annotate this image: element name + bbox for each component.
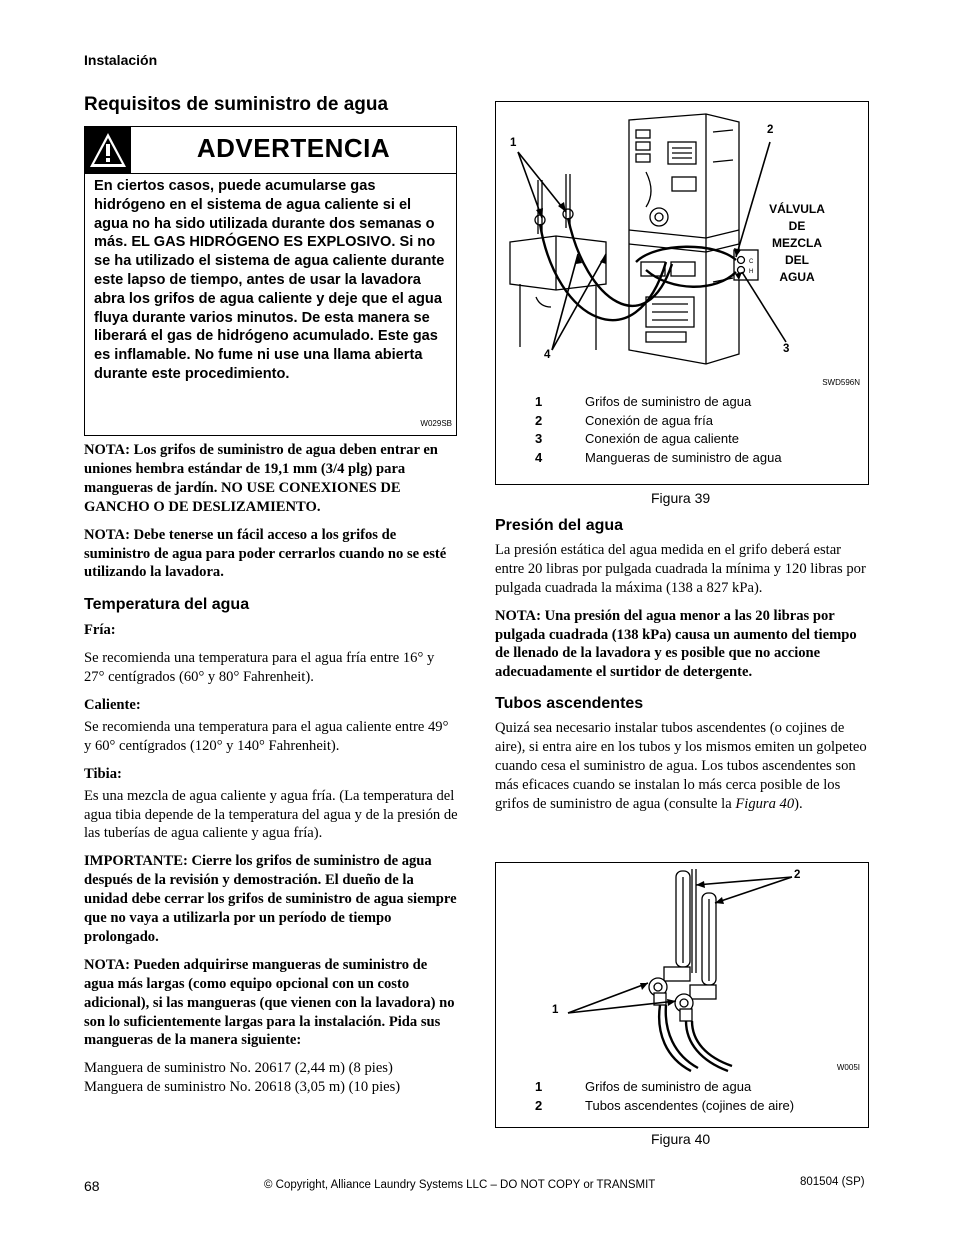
callout-2: 2 — [767, 124, 774, 136]
svg-text:C: C — [749, 259, 754, 265]
warning-title: ADVERTENCIA — [196, 133, 391, 163]
svg-text:H: H — [749, 269, 754, 275]
callout-4: 4 — [544, 349, 551, 361]
callout-3: 3 — [783, 343, 790, 355]
warm-label: Tibia: — [84, 765, 122, 782]
hose-order-1: Manguera de suministro No. 20617 (2,44 m) (8 pies) — [84, 1060, 393, 1077]
hose-order-2: Manguera de suministro No. 20618 (3,05 m) (10 pies) — [84, 1079, 401, 1096]
warning-triangle-icon — [85, 127, 131, 173]
pressure-text: La presión estática del agua medida en el grifo deberá estar entre 20 libras por pulgada cuadrada la mínima y 120 libras por pulgada cuadrada la máxima (138 a 827 kPa). — [495, 541, 866, 596]
hot-text: Se recomienda una temperatura para el agua caliente entre 49° y 60° centígrados (120° y 140° Fahrenheit). — [84, 718, 449, 754]
warning-box — [84, 126, 457, 436]
risers-heading: Tubos ascendentes — [495, 695, 644, 713]
figure-39-code: SWD596N — [822, 378, 860, 387]
figure-40-code: W005I — [836, 1063, 860, 1072]
pressure-heading: Presión del agua — [495, 517, 624, 534]
note-hose-connections: NOTA: Los grifos de suministro de agua deben entrar en uniones hembra estándar de 19,1 mm (3/4 plg) para mangueras de jardín. NO USE CONEXIONES DE GANCHO O DE DESLIZAMIENTO. — [84, 442, 438, 515]
warm-text: Es una mezcla de agua caliente y agua fría. (La temperatura del agua tibia depende de la temperatura del agua y de la presión de las tuberías de agua caliente y agua fría). — [84, 787, 458, 842]
note-easy-access: NOTA: Debe tenerse un fácil acceso a los grifos de suministro de agua para poder cerrarlos cuando no se esté utilizando la lavadora. — [84, 526, 447, 581]
left-column — [84, 441, 458, 1097]
air-chamber-illustration — [496, 863, 868, 1073]
right-column — [495, 517, 873, 814]
hot-label: Caliente: — [84, 696, 141, 713]
callout-1: 1 — [510, 137, 517, 149]
page-title: Requisitos de suministro de agua — [84, 94, 389, 115]
document-code: 801504 (SP) — [800, 1176, 865, 1188]
risers-text: Quizá sea necesario instalar tubos ascendentes (o cojines de aire), si entra aire en los tubos y los mismos emiten un golpeteo cuando cesa el suministro de agua. Los tubos ascendentes son más eficaces cuando se instalan lo más cerca posible de los grifos de suministro de agua (consulte la Figura 40). — [495, 720, 867, 812]
legend-item: 1 Grifos de suministro de agua — [535, 394, 752, 409]
section-label: Instalación — [84, 52, 158, 68]
legend-item: 2 Tubos ascendentes (cojines de aire) — [535, 1098, 795, 1113]
figure-39-caption: Figura 39 — [651, 490, 711, 506]
legend-item: 3 Conexión de agua caliente — [535, 431, 739, 446]
copyright-notice: © Copyright, Alliance Laundry Systems LLC – DO NOT COPY or TRANSMIT — [264, 1179, 656, 1191]
page-number: 68 — [84, 1178, 100, 1194]
figure-39 — [495, 101, 869, 485]
callout-2: 2 — [794, 869, 801, 881]
legend-item: 4 Mangueras de suministro de agua — [535, 450, 782, 465]
cold-label: Fría: — [84, 622, 116, 639]
temperature-heading: Temperatura del agua — [84, 596, 250, 614]
figure-40-reference: Figura 40 — [735, 795, 795, 812]
warning-header — [85, 127, 456, 174]
figure-40 — [495, 862, 869, 1128]
mixing-valve-label: VÁLVULA DE MEZCLA DEL AGUA — [769, 202, 825, 284]
legend-item: 2 Conexión de agua fría — [535, 413, 713, 428]
warning-code: W029SB — [420, 419, 452, 428]
note-longer-hoses: NOTA: Pueden adquirirse mangueras de suministro de agua más largas (como equipo opcional con un costo adicional), si las mangueras (que vienen con la lavadora) no son lo suficientemente largas para la instalación. Pida sus mangueras de la manera siguiente: — [84, 956, 455, 1049]
legend-item: 1 Grifos de suministro de agua — [535, 1079, 752, 1094]
figure-40-caption: Figura 40 — [651, 1131, 711, 1147]
important-note: IMPORTANTE: Cierre los grifos de suministro de agua después de la revisión y demostración. El dueño de la unidad debe cerrar los grifos de suministro de agua siempre que no vaya a utilizarla por un período de tiempo prolongado. — [84, 853, 457, 945]
cold-text: Se recomienda una temperatura para el agua fría entre 16° y 27° centígrados (60° y 80° Fahrenheit). — [84, 650, 435, 686]
warning-text: En ciertos casos, puede acumularse gas hidrógeno en el sistema de agua caliente si el agua no ha sido utilizada durante dos semanas o más. EL GAS HIDRÓGENO ES EXPLOSIVO. Si no se ha utilizado el sistema de agua caliente durante este lapso de tiempo, antes de usar la lavadora abra los grifos de agua caliente y deje que el agua fluya durante varios minutos. De esta manera se liberará el gas de hidrógeno acumulado. Este gas es inflamable. No fume ni use una llama abierta durante este procedimiento. — [94, 178, 445, 382]
pressure-note: NOTA: Una presión del agua menor a las 20 libras por pulgada cuadrada (138 kPa) causa un aumento del tiempo de llenado de la lavadora y es posible que no accione adecuadamente el surtidor de detergente. — [495, 607, 857, 681]
callout-1: 1 — [552, 1004, 559, 1016]
